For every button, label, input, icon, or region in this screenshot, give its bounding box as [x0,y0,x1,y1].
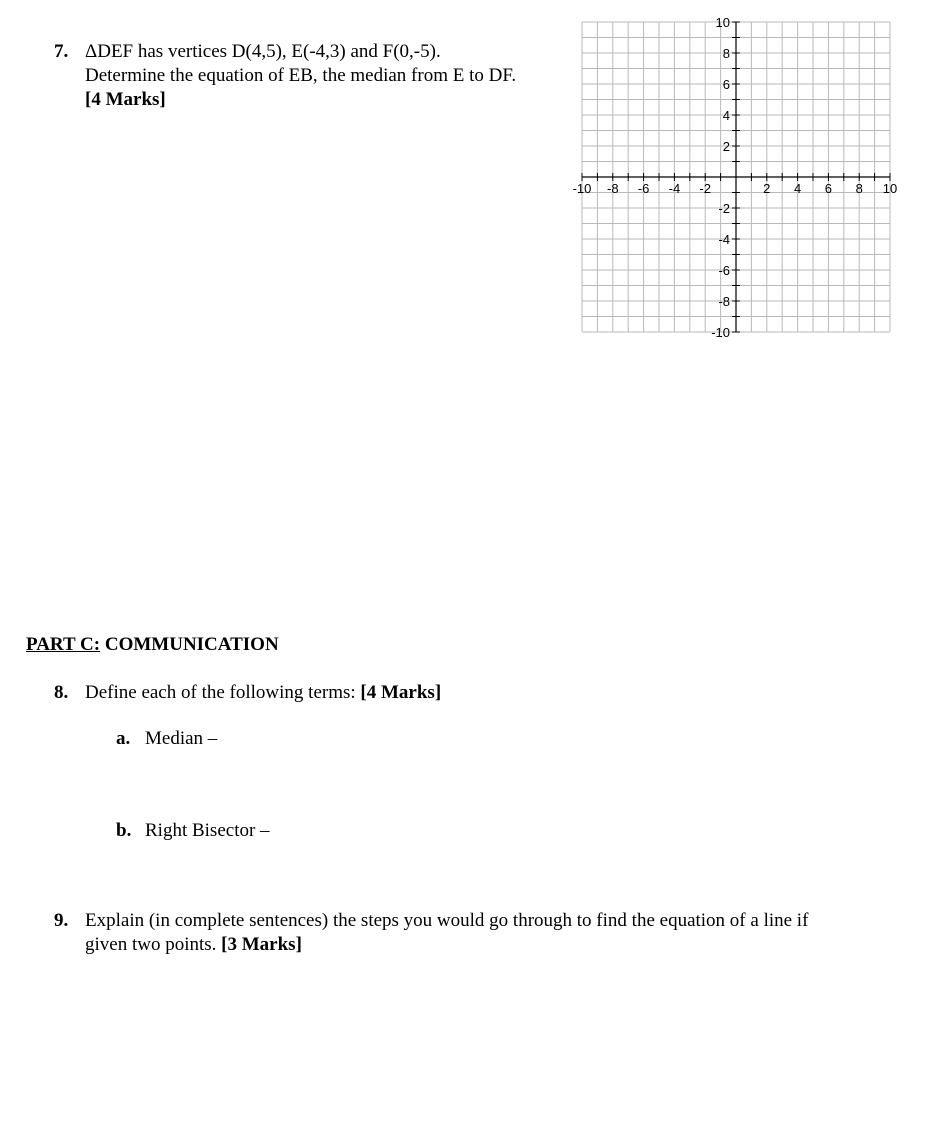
y-tick-label: 8 [722,46,730,61]
y-tick-label: -8 [718,294,730,309]
part-c-heading [26,634,279,656]
y-tick-label: 2 [722,139,730,154]
question-number: 9. [54,910,69,931]
question-8b-text: Right Bisector – [145,820,270,841]
question-7-line-2: Determine the equation of EB, the median from E to DF. [85,65,517,86]
y-tick-label: -2 [718,201,730,216]
sub-letter: b. [116,820,132,841]
question-9-body [85,909,808,957]
x-tick-label: 2 [763,181,771,196]
sub-letter: a. [116,728,131,749]
x-tick-label: -10 [572,181,592,196]
question-number: 8. [54,682,69,703]
part-c-title: COMMUNICATION [100,634,279,655]
question-7-line-1: ΔDEF has vertices D(4,5), E(-4,3) and F(0,-5). [85,41,441,62]
question-8a-text: Median – [145,728,218,749]
y-tick-label: 10 [715,15,730,30]
x-tick-label: -2 [699,181,711,196]
question-8a [116,727,217,751]
coordinate-grid [560,14,910,359]
y-tick-label: 4 [722,108,730,123]
question-9-line-1: Explain (in complete sentences) the steps you would go through to find the equation of a line if [85,910,809,931]
x-tick-label: -6 [637,181,650,196]
question-8-marks: [4 Marks] [360,682,442,703]
x-tick-label: 6 [824,181,833,196]
question-9-marks: [3 Marks] [221,934,302,955]
y-tick-label: 6 [722,77,730,92]
y-tick-label: -6 [718,263,730,278]
x-tick-label: 10 [882,181,898,196]
question-8-text: Define each of the following terms: [85,682,361,703]
question-7-marks: [4 Marks] [85,89,166,110]
y-tick-label: -10 [711,325,730,340]
question-7-body [85,40,516,112]
question-8-body [85,681,441,705]
question-9-line-2 [85,933,808,957]
x-tick-label: -4 [668,181,681,196]
question-number: 7. [54,41,69,62]
question-8b [116,819,270,843]
x-tick-label: 8 [855,181,863,196]
coordinate-grid-svg [560,14,910,359]
question-9-line-2-text: given two points. [85,934,222,955]
y-tick-label: -4 [718,232,730,247]
part-c-label: PART C: [26,634,101,655]
x-tick-label: 4 [793,181,802,196]
x-tick-label: -8 [607,181,619,196]
